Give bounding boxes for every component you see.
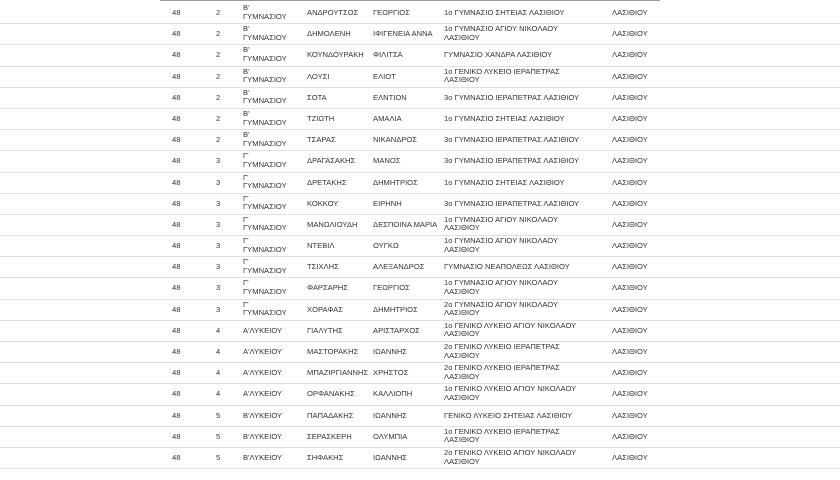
school-cell [444,237,558,254]
class-line: Β'ΛΥΚΕΙΟΥ [243,431,283,441]
surname-cell: ΤΣΙΧΛΗΣ [307,262,339,272]
region-code-cell: 48 [172,262,181,272]
grade-cell: 2 [216,113,221,123]
region-code-cell: 48 [172,347,181,356]
surname-cell: ΠΑΠΑΔΑΚΗΣ [307,410,354,420]
class-cell [243,152,287,169]
class-line: Β'ΛΥΚΕΙΟΥ [243,410,283,420]
table-row [0,363,840,384]
surname-cell: ΟΡΦΑΝΑΚΗΣ [307,389,355,399]
class-cell [243,89,287,106]
region-code-cell: 48 [172,113,181,123]
region-code-cell: 48 [172,177,181,187]
grade-cell: 4 [216,368,221,378]
class-cell [243,195,287,212]
surname-cell: ΔΗΜΟΛΕΝΗ [307,29,351,39]
region-cell: ΛΑΣΙΘΙΟΥ [612,452,648,462]
firstname-cell: ΔΗΜΗΤΡΙΟΣ [373,304,418,314]
table-row [0,151,840,172]
region-cell: ΛΑΣΙΘΙΟΥ [612,347,648,356]
school-line: ΛΑΣΙΘΙΟΥ [444,32,480,42]
school-cell [444,94,579,103]
class-cell [243,390,282,399]
school-line: ΛΑΣΙΘΙΟΥ [444,435,480,445]
school-cell [444,322,576,339]
grade-cell: 2 [216,71,221,81]
class-line: Α'ΛΥΚΕΙΟΥ [243,347,283,356]
school-line: ΛΑΣΙΘΙΟΥ [444,244,480,254]
region-cell: ΛΑΣΙΘΙΟΥ [612,50,648,60]
class-line: Α'ΛΥΚΕΙΟΥ [243,389,283,399]
class-cell [243,279,287,296]
region-code-cell: 48 [172,304,181,314]
class-line: ΓΥΜΝΑΣΙΟΥ [243,181,287,191]
region-cell: ΛΑΣΙΘΙΟΥ [612,431,648,441]
surname-cell: ΧΟΡΑΦΑΣ [307,304,343,314]
surname-cell: ΚΟΥΝΔΟΥΡΑΚΗ [307,50,364,60]
surname-cell: ΤΣΑΡΑΣ [307,135,336,145]
grade-cell: 3 [216,219,221,229]
class-line: Β'ΛΥΚΕΙΟΥ [243,452,283,462]
class-line: Β' [243,24,250,34]
class-line: Β' [243,130,250,140]
region-code-cell: 48 [172,71,181,81]
grade-cell: 2 [216,135,221,145]
region-code-cell: 48 [172,283,181,293]
surname-cell: ΣΗΦΑΚΗΣ [307,452,344,462]
class-line: ΓΥΜΝΑΣΙΟΥ [243,96,287,106]
table-row [0,24,840,45]
table-row [0,257,840,278]
firstname-cell: ΔΗΜΗΤΡΙΟΣ [373,177,418,187]
school-line: ΓΥΜΝΑΣΙΟ ΧΑΝΔΡΑ ΛΑΣΙΘΙΟΥ [444,50,553,60]
region-code-cell: 48 [172,92,181,102]
school-line: ΓΥΜΝΑΣΙΟ ΝΕΑΠΟΛΕΩΣ ΛΑΣΙΘΙΟΥ [444,262,570,272]
table-top-rule [160,0,660,1]
class-line: ΓΥΜΝΑΣΙΟΥ [243,244,287,254]
class-cell [243,216,287,233]
region-code-cell: 48 [172,452,181,462]
grade-cell: 2 [216,92,221,102]
class-line: ΓΥΜΝΑΣΙΟΥ [243,53,287,63]
class-line: Β' [243,66,250,76]
firstname-cell: ΙΩΑΝΝΗΣ [373,452,407,462]
region-code-cell: 48 [172,389,181,399]
table-row [0,45,840,66]
class-cell [243,110,287,127]
class-line: Γ' [243,214,249,224]
firstname-cell: ΙΦΙΓΕΝΕΙΑ ΑΝΝΑ [373,29,433,39]
firstname-cell: ΦΙΛΙΤΣΑ [373,50,403,60]
school-line: 3ο ΓΥΜΝΑΣΙΟ ΙΕΡΑΠΕΤΡΑΣ ΛΑΣΙΘΙΟΥ [444,198,580,208]
firstname-cell: ΓΕΩΡΓΙΟΣ [373,283,410,293]
surname-cell: ΛΟΥΣΙ [307,71,330,81]
firstname-cell: ΕΛΝΤΙΟΝ [373,92,407,102]
class-cell [243,68,287,85]
class-line: ΓΥΜΝΑΣΙΟΥ [243,117,287,127]
school-line: ΛΑΣΙΘΙΟΥ [444,371,480,381]
grade-cell: 3 [216,283,221,293]
class-line: Β' [243,3,250,12]
school-line: 1ο ΓΕΝΙΚΟ ΛΥΚΕΙΟ ΑΓΙΟΥ ΝΙΚΟΛΑΟΥ [444,384,577,394]
school-line: 1ο ΓΥΜΝΑΣΙΟ ΣΗΤΕΙΑΣ ΛΑΣΙΘΙΟΥ [444,8,565,17]
class-line: ΓΥΜΝΑΣΙΟΥ [243,265,287,275]
surname-cell: ΚΟΚΚΟΥ [307,198,339,208]
grade-cell: 2 [216,50,221,60]
class-cell [243,131,287,148]
table-row [0,236,840,257]
table-row [0,342,840,363]
grade-cell: 4 [216,325,221,335]
school-line: ΛΑΣΙΘΙΟΥ [444,223,480,233]
grade-cell: 5 [216,431,221,441]
school-line: 2ο ΓΕΝΙΚΟ ΛΥΚΕΙΟ ΙΕΡΑΠΕΤΡΑΣ [444,363,560,373]
grade-cell: 2 [216,8,221,17]
school-cell [444,364,560,381]
grade-cell: 3 [216,241,221,251]
region-cell: ΛΑΣΙΘΙΟΥ [612,8,648,17]
table-row [0,109,840,130]
firstname-cell: ΓΕΩΡΓΙΟΣ [373,8,410,17]
surname-cell: ΜΠΑΖΙΡΓΙΑΝΝΗΣ [307,368,369,378]
class-cell [243,301,287,318]
class-line: ΓΥΜΝΑΣΙΟΥ [243,223,287,233]
grade-cell: 3 [216,177,221,187]
surname-cell: ΤΖΙΩΤΗ [307,113,335,123]
firstname-cell: ΑΛΕΞΑΝΔΡΟΣ [373,262,425,272]
school-line: 3ο ΓΥΜΝΑΣΙΟ ΙΕΡΑΠΕΤΡΑΣ ΛΑΣΙΘΙΟΥ [444,156,580,166]
school-line: 2ο ΓΥΜΝΑΣΙΟ ΑΓΙΟΥ ΝΙΚΟΛΑΟΥ [444,299,559,309]
class-line: Γ' [243,172,249,182]
region-cell: ΛΑΣΙΘΙΟΥ [612,71,648,81]
class-line: ΓΥΜΝΑΣΙΟΥ [243,32,287,42]
school-line: 1ο ΓΥΜΝΑΣΙΟ ΑΓΙΟΥ ΝΙΚΟΛΑΟΥ [444,236,559,246]
grade-cell: 4 [216,389,221,399]
region-cell: ΛΑΣΙΘΙΟΥ [612,262,648,272]
class-cell [243,348,282,357]
table-row [0,3,840,24]
class-line: Γ' [243,299,249,309]
region-cell: ΛΑΣΙΘΙΟΥ [612,241,648,251]
class-cell [243,25,287,42]
firstname-cell: ΧΡΗΣΤΟΣ [373,368,409,378]
region-cell: ΛΑΣΙΘΙΟΥ [612,177,648,187]
school-line: ΓΕΝΙΚΟ ΛΥΚΕΙΟ ΣΗΤΕΙΑΣ ΛΑΣΙΘΙΟΥ [444,410,573,420]
class-line: Γ' [243,278,249,288]
grade-cell: 5 [216,410,221,420]
class-cell [243,327,282,336]
class-line: Β' [243,45,250,55]
region-cell: ΛΑΣΙΘΙΟΥ [612,325,648,335]
school-cell [444,343,560,360]
region-code-cell: 48 [172,410,181,420]
grade-cell: 3 [216,304,221,314]
region-code-cell: 48 [172,50,181,60]
region-code-cell: 48 [172,135,181,145]
school-cell [444,263,570,272]
school-line: 2ο ΓΕΝΙΚΟ ΛΥΚΕΙΟ ΙΕΡΑΠΕΤΡΑΣ [444,342,560,351]
class-line: Β' [243,108,250,118]
region-code-cell: 48 [172,325,181,335]
school-line: ΛΑΣΙΘΙΟΥ [444,75,480,85]
firstname-cell: ΟΥΓΚΩ [373,241,399,251]
class-line: ΓΥΜΝΑΣΙΟΥ [243,159,287,169]
school-cell [444,9,565,18]
region-code-cell: 48 [172,219,181,229]
firstname-cell: ΑΜΑΛΙΑ [373,113,402,123]
region-cell: ΛΑΣΙΘΙΟΥ [612,304,648,314]
class-cell [243,174,287,191]
table-row [0,427,840,448]
school-cell [444,428,560,445]
region-cell: ΛΑΣΙΘΙΟΥ [612,219,648,229]
firstname-cell: ΑΡΙΣΤΑΡΧΟΣ [373,325,420,335]
class-line: ΓΥΜΝΑΣΙΟΥ [243,11,287,21]
region-cell: ΛΑΣΙΘΙΟΥ [612,29,648,39]
table-row [0,384,840,405]
school-cell [444,200,579,209]
school-line: 1ο ΓΕΝΙΚΟ ΛΥΚΕΙΟ ΙΕΡΑΠΕΤΡΑΣ [444,426,560,436]
school-line: ΛΑΣΙΘΙΟΥ [444,350,480,360]
class-cell [243,454,282,463]
table-row [0,321,840,342]
class-line: ΓΥΜΝΑΣΙΟΥ [243,202,287,212]
school-cell [444,25,558,42]
class-line: Γ' [243,151,249,161]
school-line: 2ο ΓΕΝΙΚΟ ΛΥΚΕΙΟ ΑΓΙΟΥ ΝΙΚΟΛΑΟΥ [444,447,577,457]
firstname-cell: ΜΑΝΟΣ [373,156,401,166]
region-code-cell: 48 [172,431,181,441]
region-code-cell: 48 [172,198,181,208]
region-code-cell: 48 [172,241,181,251]
school-line: 1ο ΓΥΜΝΑΣΙΟ ΑΓΙΟΥ ΝΙΚΟΛΑΟΥ [444,278,559,288]
school-cell [444,51,552,60]
class-line: Γ' [243,236,249,246]
class-line: Α'ΛΥΚΕΙΟΥ [243,368,283,378]
school-cell [444,157,579,166]
region-cell: ΛΑΣΙΘΙΟΥ [612,198,648,208]
table-row [0,278,840,299]
school-cell [444,216,558,233]
grade-cell: 2 [216,29,221,39]
school-cell [444,179,565,188]
surname-cell: ΑΝΔΡΟΥΤΣΟΣ [307,8,359,17]
firstname-cell: ΕΙΡΗΝΗ [373,198,402,208]
firstname-cell: ΕΛΙΟΤ [373,71,396,81]
school-line: 1ο ΓΕΝΙΚΟ ΛΥΚΕΙΟ ΙΕΡΑΠΕΤΡΑΣ [444,66,560,76]
region-cell: ΛΑΣΙΘΙΟΥ [612,389,648,399]
region-cell: ΛΑΣΙΘΙΟΥ [612,113,648,123]
region-cell: ΛΑΣΙΘΙΟΥ [612,92,648,102]
class-line: ΓΥΜΝΑΣΙΟΥ [243,138,287,148]
surname-cell: ΦΑΡΣΑΡΗΣ [307,283,348,293]
region-code-cell: 48 [172,29,181,39]
region-cell: ΛΑΣΙΘΙΟΥ [612,135,648,145]
table-row [0,300,840,321]
class-cell [243,237,287,254]
class-line: Α'ΛΥΚΕΙΟΥ [243,325,283,335]
school-line: 1ο ΓΥΜΝΑΣΙΟ ΑΓΙΟΥ ΝΙΚΟΛΑΟΥ [444,24,559,34]
table-row [0,448,840,469]
surname-cell: ΔΡΕΤΑΚΗΣ [307,177,347,187]
class-cell [243,4,287,21]
school-line: 3ο ΓΥΜΝΑΣΙΟ ΙΕΡΑΠΕΤΡΑΣ ΛΑΣΙΘΙΟΥ [444,135,580,145]
school-line: ΛΑΣΙΘΙΟΥ [444,392,480,402]
grade-cell: 5 [216,452,221,462]
region-cell: ΛΑΣΙΘΙΟΥ [612,283,648,293]
class-cell [243,258,287,275]
class-cell [243,369,282,378]
region-cell: ΛΑΣΙΘΙΟΥ [612,368,648,378]
table-row [0,194,840,215]
region-code-cell: 48 [172,8,181,17]
class-line: Β' [243,87,250,97]
school-line: ΛΑΣΙΘΙΟΥ [444,287,480,297]
school-cell [444,412,572,421]
firstname-cell: ΝΙΚΑΝΔΡΟΣ [373,135,417,145]
school-cell [444,449,576,466]
region-code-cell: 48 [172,156,181,166]
surname-cell: ΜΑΣΤΟΡΑΚΗΣ [307,347,359,356]
school-cell [444,279,558,296]
firstname-cell: ΟΛΥΜΠΙΑ [373,431,408,441]
surname-cell: ΓΙΑΛΥΤΗΣ [307,325,343,335]
surname-cell: ΣΟΤΑ [307,92,327,102]
grade-cell: 3 [216,262,221,272]
grade-cell: 4 [216,347,221,356]
table-row [0,130,840,151]
table-row [0,67,840,88]
class-line: ΓΥΜΝΑΣΙΟΥ [243,287,287,297]
school-line: 1ο ΓΕΝΙΚΟ ΛΥΚΕΙΟ ΑΓΙΟΥ ΝΙΚΟΛΑΟΥ [444,320,577,330]
class-line: ΓΥΜΝΑΣΙΟΥ [243,308,287,318]
firstname-cell: ΔΕΣΠΟΙΝΑ ΜΑΡΙΑ [373,219,438,229]
table-row [0,406,840,427]
school-line: 1ο ΓΥΜΝΑΣΙΟ ΣΗΤΕΙΑΣ ΛΑΣΙΘΙΟΥ [444,177,565,187]
surname-cell: ΜΑΝΩΛΙΟΥΔΗ [307,219,358,229]
school-cell [444,68,560,85]
region-code-cell: 48 [172,368,181,378]
school-cell [444,301,558,318]
grade-cell: 3 [216,156,221,166]
table-row [0,88,840,109]
firstname-cell: ΚΑΛΛΙΟΠΗ [373,389,413,399]
school-line: ΛΑΣΙΘΙΟΥ [444,329,480,339]
firstname-cell: ΙΩΑΝΝΗΣ [373,347,407,356]
school-line: ΛΑΣΙΘΙΟΥ [444,456,480,466]
class-line: ΓΥΜΝΑΣΙΟΥ [243,75,287,85]
class-cell [243,412,282,421]
school-cell [444,115,565,124]
school-line: 1ο ΓΥΜΝΑΣΙΟ ΑΓΙΟΥ ΝΙΚΟΛΑΟΥ [444,214,559,224]
results-table [0,3,840,469]
region-cell: ΛΑΣΙΘΙΟΥ [612,156,648,166]
school-line: 1ο ΓΥΜΝΑΣΙΟ ΣΗΤΕΙΑΣ ΛΑΣΙΘΙΟΥ [444,113,565,123]
table-row [0,215,840,236]
table-row [0,173,840,194]
class-cell [243,46,287,63]
school-line: ΛΑΣΙΘΙΟΥ [444,308,480,318]
surname-cell: ΝΤΕΒΙΛ [307,241,335,251]
class-cell [243,433,282,442]
class-line: Γ' [243,257,249,267]
grade-cell: 3 [216,198,221,208]
firstname-cell: ΙΩΑΝΝΗΣ [373,410,407,420]
school-cell [444,385,576,402]
school-line: 3ο ΓΥΜΝΑΣΙΟ ΙΕΡΑΠΕΤΡΑΣ ΛΑΣΙΘΙΟΥ [444,92,580,102]
surname-cell: ΣΕΡΑΣΚΕΡΗ [307,431,352,441]
school-cell [444,136,579,145]
surname-cell: ΔΡΑΓΑΣΑΚΗΣ [307,156,356,166]
region-cell: ΛΑΣΙΘΙΟΥ [612,410,648,420]
class-line: Γ' [243,193,249,203]
